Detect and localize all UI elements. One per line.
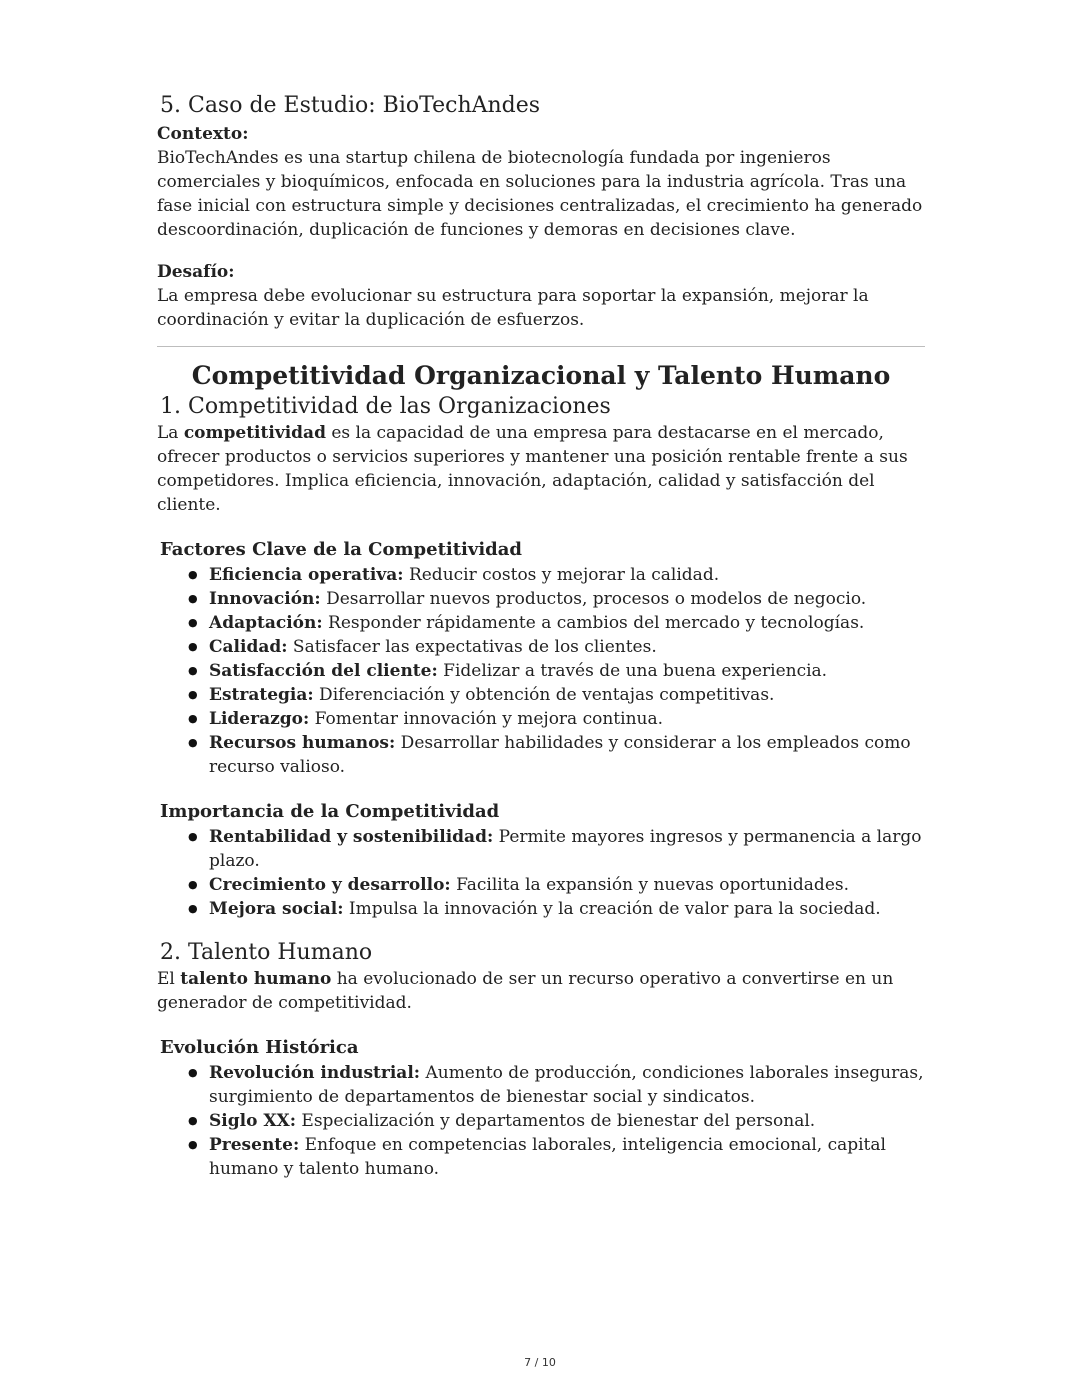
list-item-term: Rentabilidad y sostenibilidad:	[209, 827, 494, 847]
evolution-heading: Evolución Histórica	[160, 1037, 359, 1058]
competitiveness-intro: La competitividad es la capacidad de una empresa para destacarse en el mercado, ofrecer productos o servicios superiores y mantener una posición rentable frente a sus competidores. Implica eficiencia, innovación, adaptación, calidad y satisfacción del cliente.	[157, 423, 908, 515]
list-item-term: Revolución industrial:	[209, 1063, 421, 1083]
list-item-term: Satisfacción del cliente:	[209, 661, 438, 681]
list-item	[209, 635, 925, 659]
list-item-description: Enfoque en competencias laborales, inteligencia emocional, capital humano y talento humano.	[209, 1135, 886, 1179]
list-item	[209, 659, 925, 683]
list-item-description: Satisfacer las expectativas de los clientes.	[287, 637, 657, 657]
list-item-description: Permite mayores ingresos y permanencia a largo plazo.	[209, 827, 922, 871]
factors-heading: Factores Clave de la Competitividad	[160, 539, 523, 560]
list-item	[209, 587, 925, 611]
list-item	[209, 873, 925, 897]
list-item-description: Diferenciación y obtención de ventajas competitivas.	[313, 685, 775, 705]
talent-term: talento humano	[180, 969, 332, 989]
context-label: Contexto:	[157, 124, 249, 144]
list-item-description: Especialización y departamentos de bienestar del personal.	[296, 1111, 816, 1131]
list-item-description: Fidelizar a través de una buena experiencia.	[437, 661, 828, 681]
list-item-term: Eficiencia operativa:	[209, 565, 404, 585]
list-item-term: Siglo XX:	[209, 1111, 296, 1131]
list-item	[209, 1133, 925, 1181]
context-paragraph: BioTechAndes es una startup chilena de biotecnología fundada por ingenieros comerciales y bioquímicos, enfocada en soluciones para la industria agrícola. Tras una fase inicial con estructura simple y decisiones centralizadas, el crecimiento ha generado descoordinación, duplicación de funciones y demoras en decisiones clave.	[157, 148, 923, 240]
list-item	[209, 825, 925, 873]
evolution-list	[157, 1061, 925, 1181]
importance-list	[157, 825, 925, 921]
factors-list	[157, 563, 925, 779]
section-divider	[157, 346, 925, 347]
competitiveness-heading: 1. Competitividad de las Organizaciones	[160, 394, 611, 419]
list-item-term: Crecimiento y desarrollo:	[209, 875, 451, 895]
document-page	[157, 92, 925, 1181]
list-item	[209, 1109, 925, 1133]
list-item-term: Adaptación:	[209, 613, 323, 633]
list-item-term: Calidad:	[209, 637, 288, 657]
list-item	[209, 897, 925, 921]
importance-heading: Importancia de la Competitividad	[160, 801, 500, 822]
list-item-description: Aumento de producción, condiciones laborales inseguras, surgimiento de departamentos de bienestar social y sindicatos.	[209, 1063, 924, 1107]
list-item-description: Desarrollar habilidades y considerar a los empleados como recurso valioso.	[209, 733, 911, 777]
challenge-label: Desafío:	[157, 262, 235, 282]
list-item-term: Recursos humanos:	[209, 733, 396, 753]
list-item-term: Innovación:	[209, 589, 321, 609]
list-item-description: Responder rápidamente a cambios del mercado y tecnologías.	[322, 613, 865, 633]
list-item-description: Impulsa la innovación y la creación de valor para la sociedad.	[343, 899, 881, 919]
list-item-description: Reducir costos y mejorar la calidad.	[403, 565, 720, 585]
list-item-description: Fomentar innovación y mejora continua.	[309, 709, 664, 729]
list-item-term: Estrategia:	[209, 685, 314, 705]
list-item	[209, 707, 925, 731]
challenge-paragraph: La empresa debe evolucionar su estructura para soportar la expansión, mejorar la coordinación y evitar la duplicación de esfuerzos.	[157, 286, 869, 330]
competitiveness-term: competitividad	[183, 423, 326, 443]
talent-heading: 2. Talento Humano	[160, 940, 373, 965]
list-item	[209, 563, 925, 587]
list-item-term: Mejora social:	[209, 899, 344, 919]
page-number: 7 / 10	[524, 1356, 556, 1369]
list-item-term: Presente:	[209, 1135, 300, 1155]
list-item	[209, 611, 925, 635]
list-item	[209, 731, 925, 779]
main-title: Competitividad Organizacional y Talento Humano	[191, 361, 891, 390]
list-item-description: Facilita la expansión y nuevas oportunidades.	[450, 875, 850, 895]
list-item-description: Desarrollar nuevos productos, procesos o modelos de negocio.	[320, 589, 867, 609]
list-item	[209, 683, 925, 707]
case-study-heading: 5. Caso de Estudio: BioTechAndes	[160, 93, 541, 118]
talent-intro: El talento humano ha evolucionado de ser un recurso operativo a convertirse en un generador de competitividad.	[157, 969, 894, 1013]
list-item-term: Liderazgo:	[209, 709, 310, 729]
list-item	[209, 1061, 925, 1109]
